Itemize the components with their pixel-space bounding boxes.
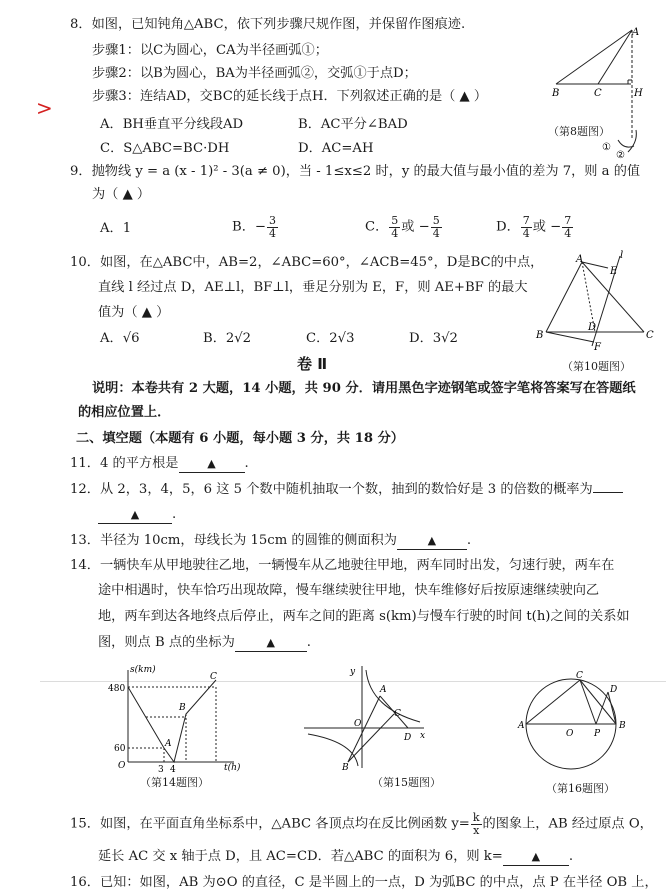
fig15-label-c: C bbox=[394, 709, 401, 719]
q9-option-a: A．1 bbox=[100, 221, 132, 236]
q11-answer-blank[interactable]: ▲ bbox=[179, 456, 245, 473]
q10-option-a: A．√6 bbox=[100, 331, 140, 346]
q10-option-d: D．3√2 bbox=[409, 331, 458, 346]
fig14-point-b: B bbox=[179, 703, 186, 713]
fig14-tick-3: 3 bbox=[158, 765, 164, 775]
q8-option-a: A．BH垂直平分线段AD bbox=[100, 117, 244, 132]
fig14-tick-60: 60 bbox=[114, 744, 126, 754]
fig10-caption: （第10题图） bbox=[562, 360, 631, 373]
q9-stem-line2: 为（ ▲ ） bbox=[92, 187, 151, 202]
fig10-label-f: F bbox=[594, 342, 601, 353]
figure-15 bbox=[300, 662, 430, 774]
fig14-xlabel: t(h) bbox=[224, 763, 241, 773]
fig15-label-y: y bbox=[350, 667, 356, 677]
figure-16 bbox=[516, 668, 636, 780]
figure-14 bbox=[108, 662, 241, 775]
section2-note-line2: 的相应位置上． bbox=[78, 405, 171, 420]
q10-stem: 10．如图，在△ABC中，AB=2，∠ABC=60°，∠ACB=45°，D是BC的中点， bbox=[70, 255, 544, 270]
section2-title: 卷 Ⅱ bbox=[297, 355, 328, 373]
fig16-caption: （第16题图） bbox=[546, 782, 615, 795]
fig16-label-b: B bbox=[619, 721, 626, 731]
fig10-label-a: A bbox=[576, 254, 584, 265]
section2-heading: 二、填空题（本题有 6 小题，每小题 3 分，共 18 分） bbox=[76, 431, 404, 446]
q8-option-c: C．S△ABC=BC·DH bbox=[100, 141, 230, 156]
q13-answer-blank[interactable]: ▲ bbox=[397, 533, 467, 550]
fig14-tick-4: 4 bbox=[170, 765, 176, 775]
q8-option-b: B．AC平分∠BAD bbox=[298, 117, 408, 132]
q15-answer-blank[interactable]: ▲ bbox=[503, 849, 569, 866]
q12-answer-blank-start[interactable] bbox=[593, 492, 623, 493]
q12-answer-blank[interactable]: ▲ bbox=[98, 507, 172, 524]
fig15-caption: （第15题图） bbox=[372, 776, 441, 789]
fig8-label-c: C bbox=[594, 88, 602, 99]
q9-stem: 9．抛物线 y = a (x - 1)² - 3(a ≠ 0)，当 - 1≤x≤2 时，y 的最大值与最小值的差为 7，则 a 的值 bbox=[70, 164, 641, 179]
q15-line2: 延长 AC 交 x 轴于点 D，且 AC=CD．若△ABC 的面积为 6，则 k= ▲ . bbox=[98, 849, 574, 864]
fig14-ylabel: s(km) bbox=[130, 665, 156, 675]
section2-note: 说明：本卷共有 2 大题，14 小题，共 90 分．请用黑色字迹钢笔或签字笔将答案写在答题纸 bbox=[92, 381, 636, 396]
q9-option-c: C． $\frac{5}{4}$ 或 − $\frac{5}{4}$ bbox=[365, 214, 440, 240]
fig15-label-a: A bbox=[380, 685, 387, 695]
q8-step3: 步骤3：连结AD，交BC的延长线于点H．下列叙述正确的是（ ▲ ） bbox=[92, 89, 488, 104]
q9-option-d: D． $\frac{7}{4}$ 或 − $\frac{7}{4}$ bbox=[496, 214, 572, 240]
fig14-origin: O bbox=[118, 761, 126, 771]
fig14-point-a: A bbox=[165, 739, 172, 749]
q10-stem-line3: 值为（ ▲ ） bbox=[98, 305, 170, 320]
fig10-label-e: E bbox=[610, 266, 618, 277]
fig8-label-b: B bbox=[552, 88, 560, 99]
fig14-caption: （第14题图） bbox=[140, 776, 209, 789]
q8-step2: 步骤2：以B为圆心，BA为半径画弧②，交弧①于点D； bbox=[92, 66, 417, 81]
q14-answer-blank[interactable]: ▲ bbox=[235, 635, 307, 652]
q10-option-b: B．2√2 bbox=[203, 331, 252, 346]
fig14-point-c: C bbox=[210, 672, 217, 682]
q8-option-d: D．AC=AH bbox=[298, 141, 374, 156]
fig15-label-x: x bbox=[420, 731, 426, 741]
q14-line1: 14．一辆快车从甲地驶往乙地，一辆慢车从乙地驶往甲地，两车同时出发，匀速行驶，两车在 bbox=[70, 558, 615, 573]
figure-8 bbox=[548, 22, 660, 162]
q15-line1: 15．如图，在平面直角坐标系中，△ABC 各顶点均在反比例函数 y= $\frac{k}{x}$ 的图象上，AB 经过原点 O， bbox=[70, 811, 653, 837]
fig10-label-l: l bbox=[620, 250, 624, 261]
fig16-label-d: D bbox=[610, 685, 618, 695]
fig8-label-a: A bbox=[632, 27, 640, 38]
q12: 12．从 2，3，4，5，6 这 5 个数中随机抽取一个数，抽到的数恰好是 3 的倍数的概率为 bbox=[70, 482, 623, 498]
q14-line2: 途中相遇时，快车恰巧出现故障，慢车继续驶往甲地，快车维修好后按原速继续驶向乙 bbox=[98, 583, 600, 598]
fig8-arc-2: ② bbox=[616, 150, 625, 161]
q10-option-c: C．2√3 bbox=[306, 331, 355, 346]
fig10-label-c: C bbox=[646, 330, 654, 341]
q10-stem-line2: 直线 l 经过点 D，AE⊥l，BF⊥l，垂足分别为 E，F，则 AE+BF 的最大 bbox=[98, 280, 528, 295]
fig16-label-a: A bbox=[518, 721, 525, 731]
fig16-label-p: P bbox=[594, 729, 601, 739]
fig14-tick-480: 480 bbox=[108, 684, 126, 694]
q14-line3: 地，两车到达各地终点后停止，两车之间的距离 s(km)与慢车行驶的时间 t(h)之间的关系如 bbox=[98, 609, 630, 624]
fig16-label-c: C bbox=[576, 671, 583, 681]
q8-step1: 步骤1：以C为圆心，CA为半径画弧①； bbox=[92, 43, 328, 58]
fig15-label-b: B bbox=[342, 763, 349, 773]
fig15-label-o: O bbox=[354, 719, 362, 729]
margin-arrow-mark: > bbox=[36, 96, 53, 120]
fig15-label-d: D bbox=[404, 733, 412, 743]
fig8-label-h: H bbox=[634, 88, 643, 99]
q12-continued: ▲ . bbox=[98, 507, 176, 524]
fig8-caption: （第8题图） bbox=[548, 125, 610, 138]
fig16-label-o: O bbox=[566, 729, 574, 739]
q11: 11．4 的平方根是 ▲ . bbox=[70, 456, 249, 471]
q9-option-b: B．− $\frac{3}{4}$ bbox=[232, 214, 276, 240]
q13: 13．半径为 10cm，母线长为 15cm 的圆锥的侧面积为 ▲ . bbox=[70, 533, 472, 548]
fig10-label-b: B bbox=[536, 330, 544, 341]
q16-line1: 16．已知：如图，AB 为⊙O 的直径，C 是半圆上的一点，D 为弧BC 的中点，点 P 在半径 OB 上， bbox=[70, 875, 658, 890]
figure-10 bbox=[532, 248, 660, 356]
q14-line4: 图，则点 B 点的坐标为 ▲ . bbox=[98, 635, 311, 650]
fig8-arc-1: ① bbox=[602, 142, 611, 153]
fig10-label-d: D bbox=[588, 322, 597, 333]
q8-stem: 8．如图，已知钝角△ABC，依下列步骤尺规作图，并保留作图痕迹. bbox=[70, 17, 466, 32]
